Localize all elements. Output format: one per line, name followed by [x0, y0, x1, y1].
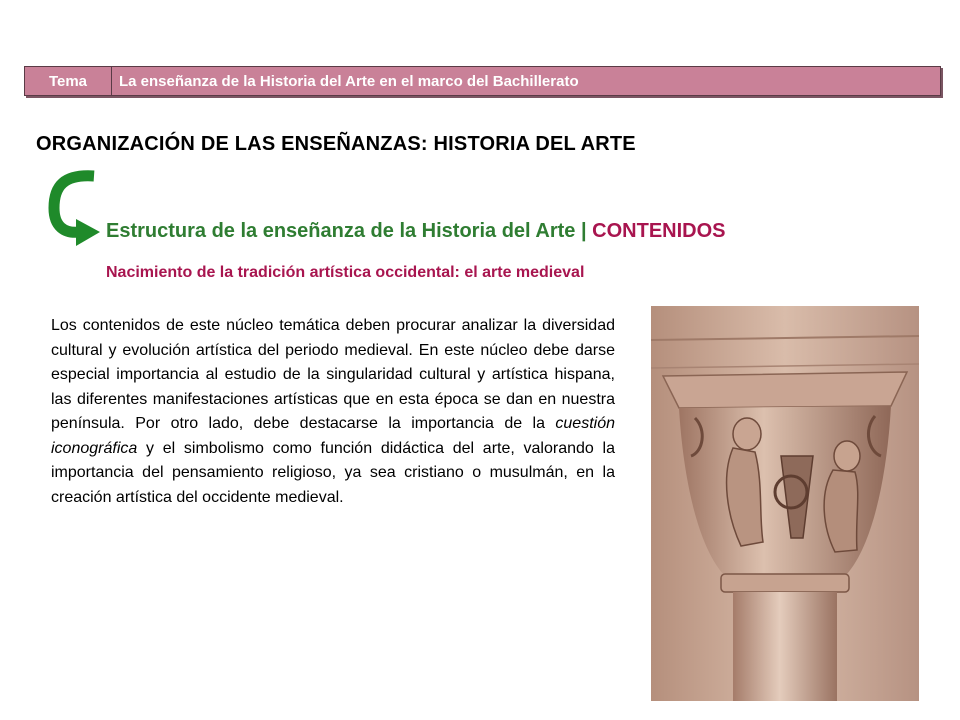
body-text-part2: y el simbolismo como función didáctica del arte, valorando la importancia del pensamiento religioso, ya sea cristiano o musulmán, en la creación artística del occidente medieval.	[51, 439, 615, 506]
body-text-part1: Los contenidos de este núcleo temática deben procurar analizar la diversidad cultural y evolución artística del periodo medieval. En este núcleo debe darse especial importancia al estudio de la singularidad cultural y artística hispana, las diferentes manifestaciones artísticas que en esta época se dan en nuestra península. Por otro lado, debe destacarse la importancia de la	[51, 317, 615, 432]
body-text-italic: cuestión iconográfica	[51, 415, 615, 457]
section-accent: CONTENIDOS	[592, 220, 726, 242]
topic-header-bar	[24, 66, 941, 96]
topic-label: Tema	[25, 67, 112, 95]
page-title: ORGANIZACIÓN DE LAS ENSEÑANZAS: HISTORIA DEL ARTE	[36, 133, 636, 155]
romanesque-capital-photo	[651, 306, 919, 701]
section-title-text: Estructura de la enseñanza de la Historia del Arte	[106, 220, 576, 242]
section-separator: |	[580, 220, 587, 242]
body-paragraph	[51, 314, 615, 510]
subtitle: Nacimiento de la tradición artística occidental: el arte medieval	[106, 264, 585, 281]
section-title	[106, 220, 726, 243]
topic-title: La enseñanza de la Historia del Arte en el marco del Bachillerato	[119, 72, 579, 90]
curved-arrow-icon	[40, 170, 102, 252]
